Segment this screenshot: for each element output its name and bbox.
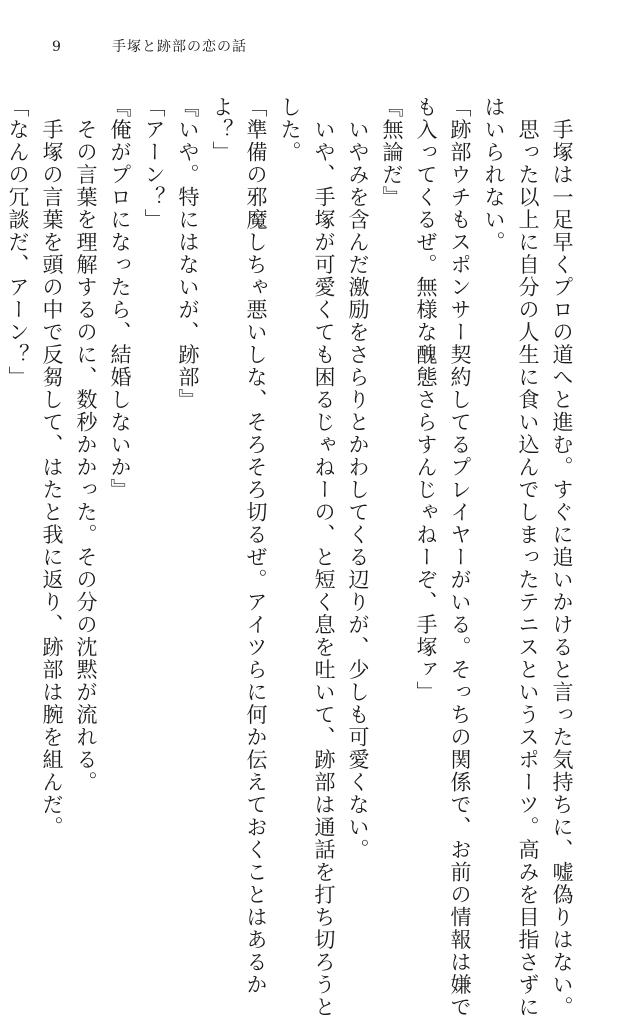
- page-header: [52, 36, 247, 56]
- text-line: 思った以上に自分の人生に食い込んでしまったテニスというスポーツ。高みを目指さずに: [516, 96, 540, 1019]
- text-line: よ？」: [210, 96, 234, 164]
- page-number: 9: [52, 39, 62, 55]
- text-line: 「アーン？」: [142, 96, 166, 231]
- chapter-title: 手塚と跡部の恋の話: [112, 39, 247, 55]
- text-line: 「跡部ウチもスポンサー契約してるプレイヤーがいる。そっちの関係で、お前の情報は嫌で: [448, 96, 472, 1019]
- text-line: も入ってくるぜ。無様な醜態さらすんじゃねーぞ、手塚ァ」: [414, 96, 438, 704]
- text-line: いやみを含んだ激励をさらりとかわしてくる辺りが、少しも可愛くない。: [346, 96, 370, 861]
- text-line: はいられない。: [482, 96, 506, 254]
- text-line: 『いや。特にはないが、跡部』: [176, 96, 200, 411]
- text-line: 『無論だ』: [380, 96, 404, 209]
- text-line: その言葉を理解するのに、数秒かかった。その分の沈黙が流れる。: [74, 96, 98, 794]
- text-line: 「準備の邪魔しちゃ悪いしな、そろそろ切るぜ。アイツらに何か伝えておくことはあるか: [244, 96, 268, 996]
- text-line: 「なんの冗談だ、アーン？」: [6, 96, 30, 389]
- text-line: 『俺がプロになったら、結婚しないか』: [108, 96, 132, 501]
- text-line: した。: [278, 96, 302, 164]
- vertical-text-block: [6, 96, 579, 1019]
- text-line: いや、手塚が可愛くても困るじゃねーの、と短く息を吐いて、跡部は通話を打ち切ろうと: [312, 96, 336, 1019]
- text-line: 手塚の言葉を頭の中で反芻して、はたと我に返り、跡部は腕を組んだ。: [40, 96, 64, 839]
- text-line: 手塚は一足早くプロの道へと進む。すぐに追いかけると言った気持ちに、嘘偽りはない。: [550, 96, 574, 1019]
